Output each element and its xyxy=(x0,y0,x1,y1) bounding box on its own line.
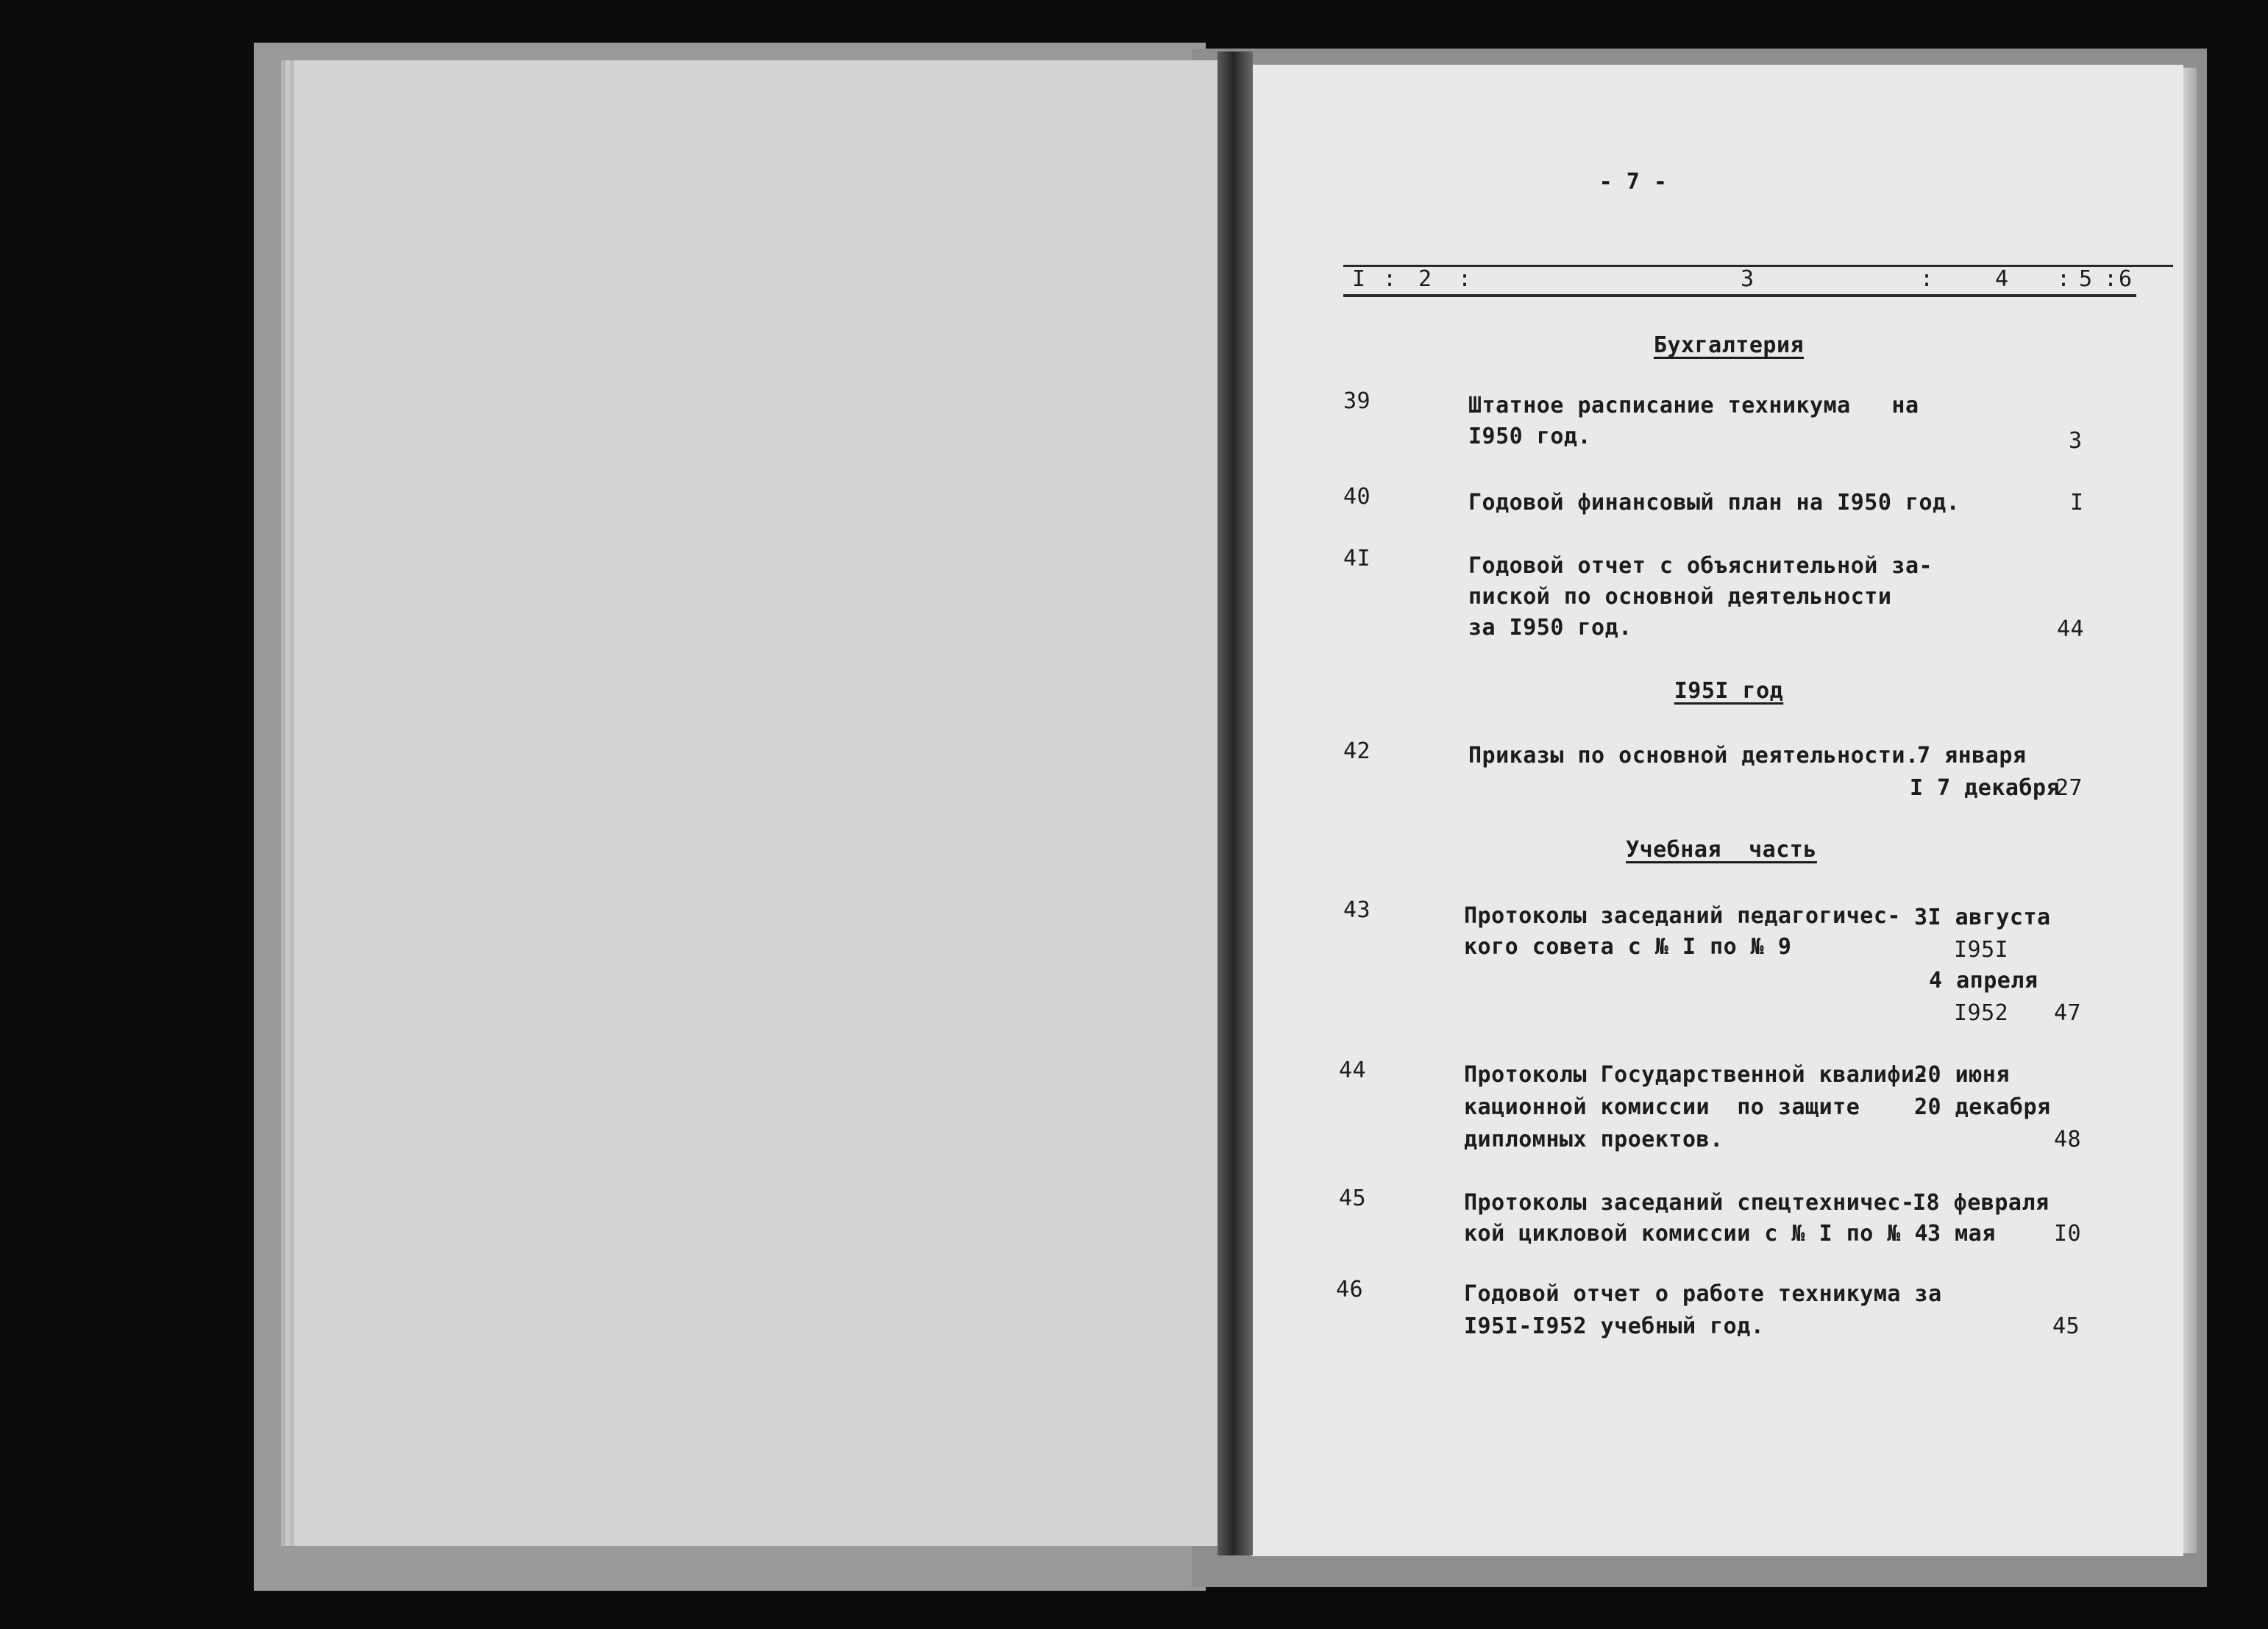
item-date: I952 xyxy=(1954,1000,2009,1026)
section-heading-education: Учебная часть xyxy=(1626,837,1817,863)
item-number: 44 xyxy=(1339,1058,1367,1083)
item-number: 39 xyxy=(1343,388,1371,414)
item-date: 3 мая xyxy=(1927,1221,1996,1247)
item-title-line: I95I-I952 учебный год. xyxy=(1464,1313,1765,1339)
header-sep: : xyxy=(1458,266,1472,292)
item-sheets: 48 xyxy=(2054,1127,2082,1152)
item-sheets: I xyxy=(2070,490,2084,516)
item-sheets: 45 xyxy=(2052,1313,2080,1339)
right-page-edge xyxy=(2183,68,2197,1553)
item-title-line: кого совета с № I по № 9 xyxy=(1464,934,1792,960)
header-col-5: 5 xyxy=(2079,266,2093,292)
item-sheets: 47 xyxy=(2054,1000,2082,1026)
item-number: 40 xyxy=(1343,484,1371,510)
header-col-3: 3 xyxy=(1741,266,1755,292)
item-title-line: дипломных проектов. xyxy=(1464,1127,1724,1152)
item-sheets: I0 xyxy=(2054,1221,2082,1247)
item-date: I8 февраля xyxy=(1913,1190,2050,1216)
item-sheets: 3 xyxy=(2069,428,2083,454)
item-number: 46 xyxy=(1336,1277,1364,1302)
item-date: 7 января xyxy=(1917,743,2027,769)
item-title-line: I950 год. xyxy=(1468,424,1592,449)
header-col-6: 6 xyxy=(2119,266,2133,292)
item-date: 4 апреля xyxy=(1929,968,2038,994)
item-title-line: пиской по основной деятельности xyxy=(1468,584,1892,610)
item-number: 42 xyxy=(1343,738,1371,764)
item-date: 20 декабря xyxy=(1914,1094,2051,1120)
item-title-line: Протоколы заседаний спецтехничес- xyxy=(1464,1190,1915,1216)
header-col-2: 2 xyxy=(1418,266,1432,292)
item-title-line: Приказы по основной деятельности. xyxy=(1468,743,1919,769)
item-title-line: кой цикловой комиссии с № I по № 4 xyxy=(1464,1221,1929,1247)
item-title-line: Годовой отчет о работе техникума за xyxy=(1464,1281,1942,1307)
item-date: 20 июня xyxy=(1914,1062,2010,1088)
item-title-line: Протоколы заседаний педагогичес- xyxy=(1464,903,1901,929)
item-title-line: Годовой отчет с объяснительной за- xyxy=(1468,553,1933,579)
item-title-line: кационной комиссии по защите xyxy=(1464,1094,1860,1120)
header-sep: : xyxy=(2104,266,2118,292)
header-col-1: I xyxy=(1352,266,1366,292)
item-title-line: Годовой финансовый план на I950 год. xyxy=(1468,490,1960,516)
item-title-line: Штатное расписание техникума на xyxy=(1468,393,1919,418)
item-title-line: за I950 год. xyxy=(1468,615,1632,641)
item-number: 45 xyxy=(1339,1186,1367,1211)
item-date: 3I августа xyxy=(1914,905,2051,930)
page-number: - 7 - xyxy=(1599,169,1668,195)
header-sep: : xyxy=(1383,266,1397,292)
item-number: 4I xyxy=(1343,546,1371,571)
section-heading-accounting: Бухгалтерия xyxy=(1653,332,1805,358)
header-sep: : xyxy=(1920,266,1934,292)
item-sheets: 27 xyxy=(2055,775,2083,801)
left-page-blank xyxy=(294,60,1223,1546)
item-number: 43 xyxy=(1343,897,1371,923)
item-title-line: Протоколы Государственной квалифи- xyxy=(1464,1062,1929,1088)
header-col-4: 4 xyxy=(1995,266,2009,292)
item-sheets: 44 xyxy=(2057,616,2085,642)
header-sep: : xyxy=(2057,266,2071,292)
item-date: I95I xyxy=(1954,937,2009,963)
section-heading-year: I95I год xyxy=(1674,678,1784,704)
book-gutter xyxy=(1217,51,1253,1555)
item-date: I 7 декабря xyxy=(1910,775,2061,801)
